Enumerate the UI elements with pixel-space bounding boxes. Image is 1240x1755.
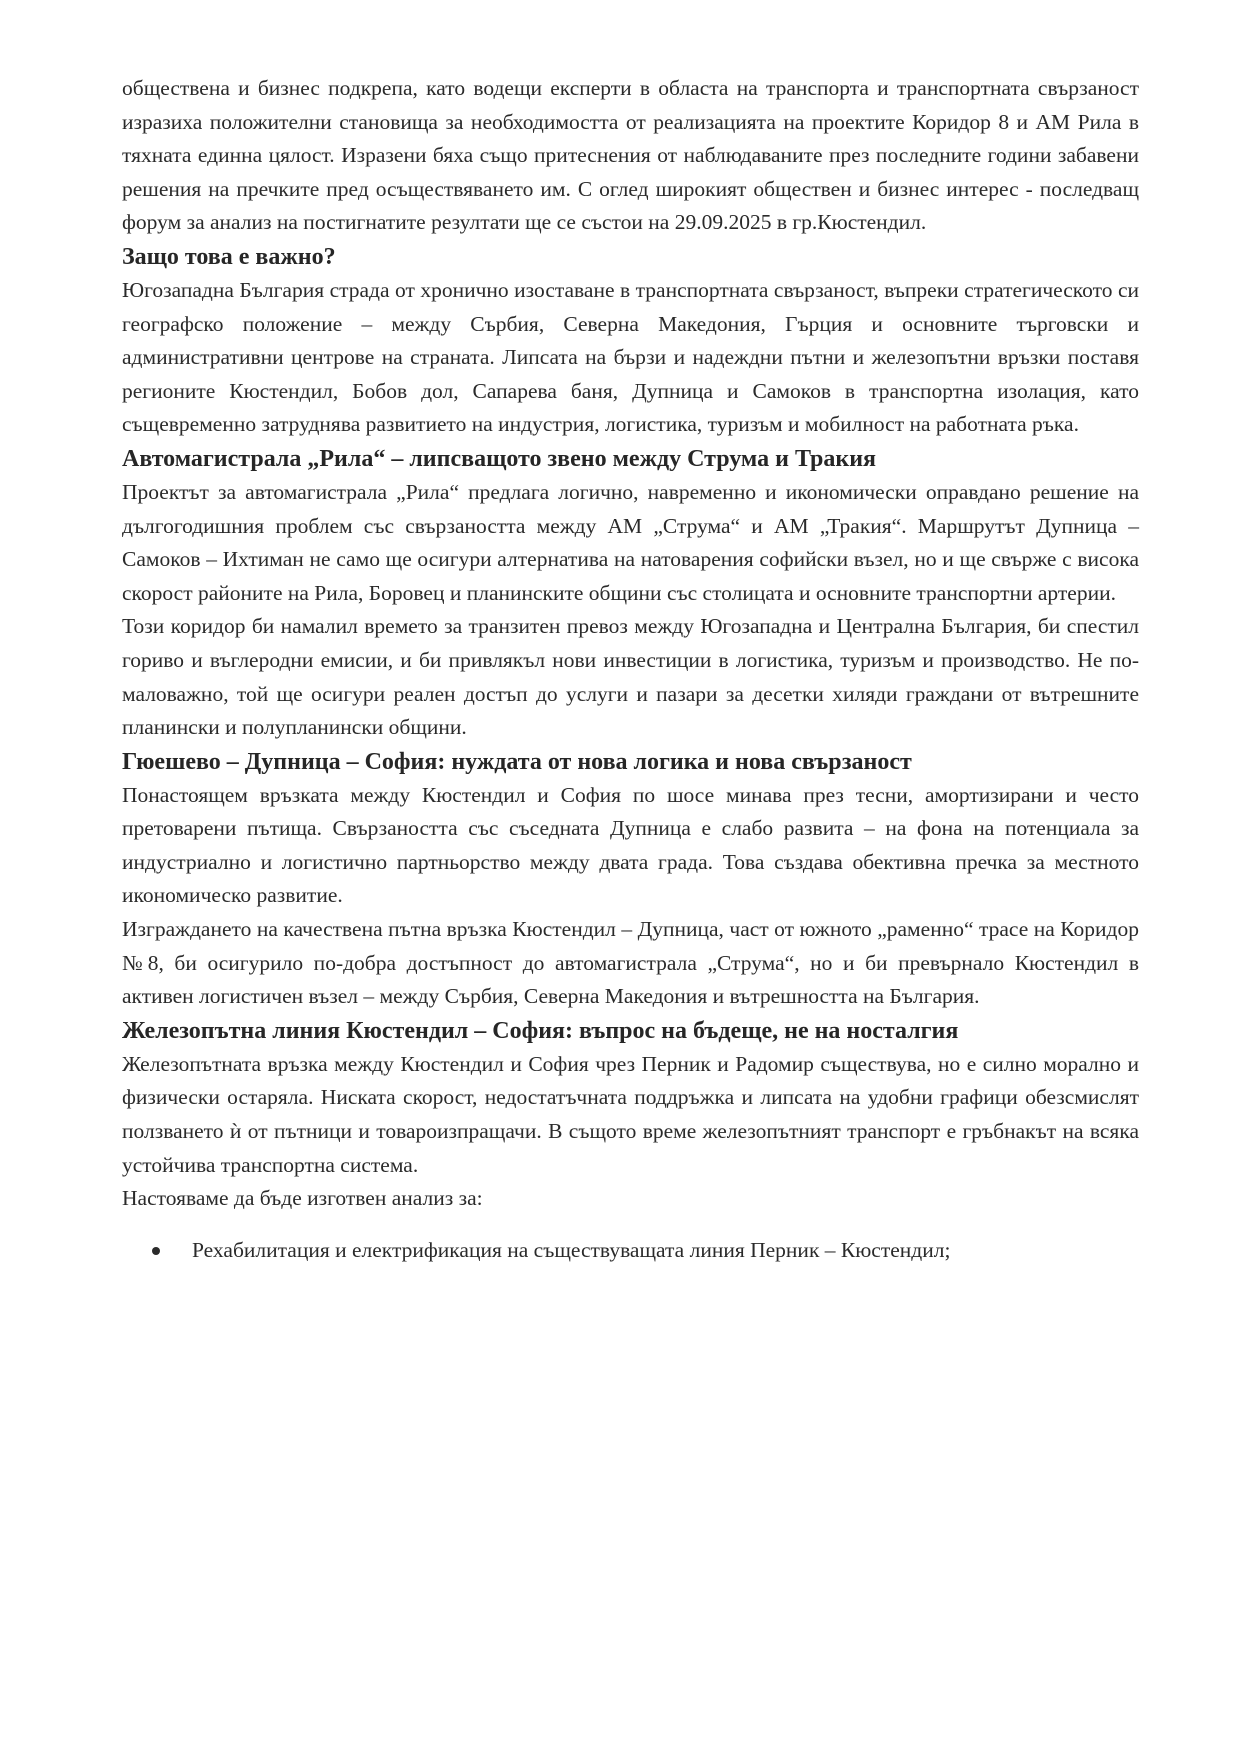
- heading-railway-line: Железопътна линия Кюстендил – София: въпрос на бъдеще, не на носталгия: [122, 1017, 959, 1044]
- heading-gyueshevo-dupnitsa-sofia: Гюешево – Дупница – София: нуждата от нова логика и нова свързаност: [122, 748, 912, 775]
- railway-paragraph-2: Настояваме да бъде изготвен анализ за:: [122, 1186, 483, 1211]
- list-item: [152, 1234, 1139, 1268]
- list-item-text: Рехабилитация и електрификация на съществуващата линия Перник – Кюстендил;: [192, 1237, 951, 1262]
- why-important-paragraph: Югозападна България страда от хронично изоставане в транспортната свързаност, въпреки стратегическото си географско положение – между Сърбия, Северна Македония, Гърция и основните търговски и административни центрове на страната. Липсата на бързи и надеждни пътни и железопътни връзки поставя регионите Кюстендил, Бобов дол, Сапарева баня, Дупница и Самоков в транспортна изолация, като същевременно затруднява развитието на индустрия, логистика, туризъм и мобилност на работната ръка.: [122, 277, 1139, 437]
- railway-paragraph-1: Железопътната връзка между Кюстендил и София чрез Перник и Радомир съществува, но е силно морално и физически остаряла. Ниската скорост, недостатъчната поддръжка и липсата на удобни графици обезсмислят ползването ѝ от пътници и товароизпращачи. В същото време железопътният транспорт е гръбнакът на всяка устойчива транспортна система.: [122, 1051, 1139, 1177]
- intro-paragraph: обществена и бизнес подкрепа, като водещи експерти в областа на транспорта и транспортната свързаност изразиха положителни становища за необходимостта от реализацията на проектите Коридор 8 и АМ Рила в тяхната единна цялост. Изразени бяха също притеснения от наблюдаваните през последните години забавени решения на пречките пред осъществяването им. С оглед широкият обществен и бизнес интерес - последващ форум за анализ на постигнатите резултати ще се състои на 29.09.2025 в гр.Кюстендил.: [122, 76, 1139, 235]
- bullet-dot-icon: [152, 1247, 160, 1255]
- heading-why-important: Защо това е важно?: [122, 243, 336, 270]
- heading-motorway-rila: Автомагистрала „Рила“ – липсващото звено между Струма и Тракия: [122, 445, 877, 472]
- gyueshevo-paragraph-1: Понастоящем връзката между Кюстендил и София по шосе минава през тесни, амортизирани и често претоварени пътища. Свързаността със съседната Дупница е слабо развита – на фона на потенциала за индустриално и логистично партньорство между двата града. Това създава обективна пречка за местното икономическо развитие.: [122, 782, 1139, 908]
- gyueshevo-paragraph-2: Изграждането на качествена пътна връзка Кюстендил – Дупница, част от южното „раменно“ трасе на Коридор №8, би осигурило по-добра достъпност до автомагистрала „Струма“, но и би превърнало Кюстендил в активен логистичен възел – между Сърбия, Северна Македония и вътрешността на България.: [122, 917, 1139, 1009]
- analysis-bullet-list: [122, 1234, 1139, 1268]
- motorway-rila-paragraph-1: Проектът за автомагистрала „Рила“ предлага логично, навременно и икономически оправдано решение на дългогодишния проблем със свързаността между АМ „Струма“ и АМ „Тракия“. Маршрутът Дупница – Самоков – Ихтиман не само ще осигури алтернатива на натоварения софийски възел, но и ще свърже с висока скорост районите на Рила, Боровец и планинските общини със столицата и основните транспортни артерии.: [122, 479, 1139, 605]
- document-page: [122, 72, 1139, 1267]
- motorway-rila-paragraph-2: Този коридор би намалил времето за транзитен превоз между Югозападна и Централна България, би спестил гориво и въглеродни емисии, и би привлякъл нови инвестиции в логистика, туризъм и производство. Не по-маловажно, той ще осигури реален достъп до услуги и пазари за десетки хиляди граждани от вътрешните планински и полупланински общини.: [122, 614, 1139, 740]
